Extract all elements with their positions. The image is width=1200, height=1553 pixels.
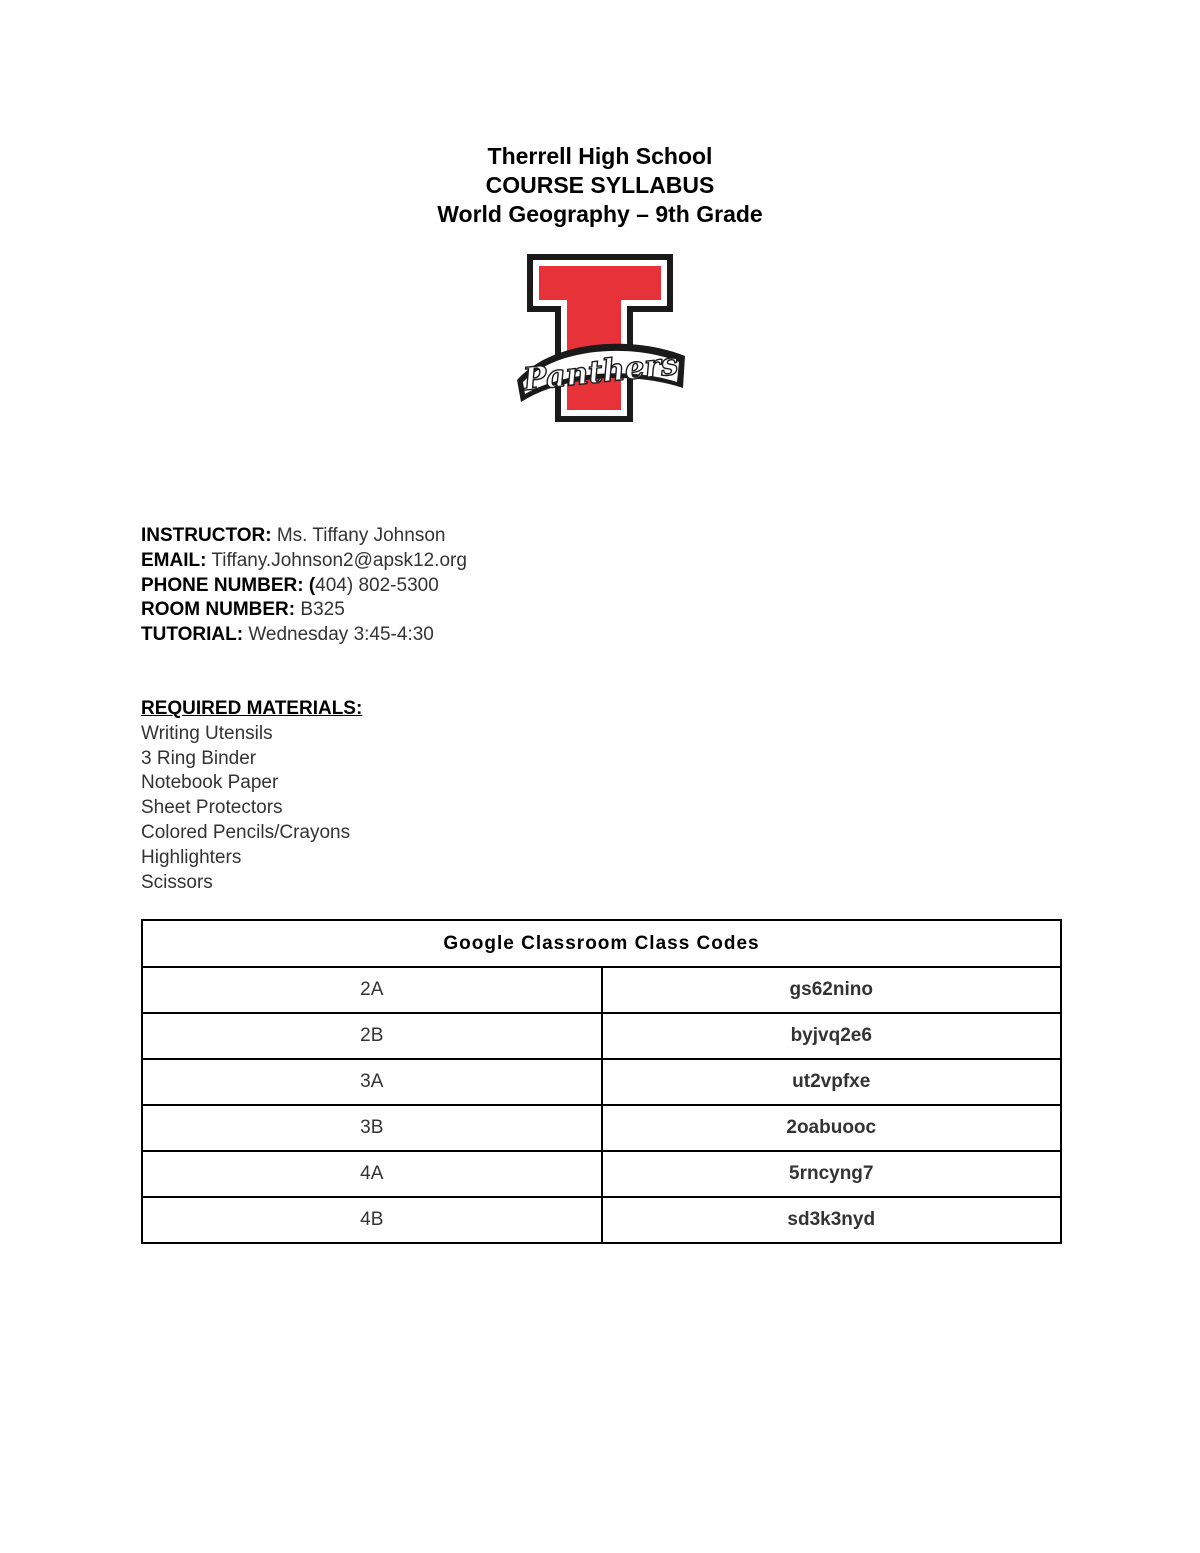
phone-line: [141, 574, 467, 599]
material-item: Notebook Paper: [141, 772, 279, 794]
contact-info: [141, 524, 467, 648]
table-row: [142, 1013, 1061, 1059]
code-cell: sd3k3nyd: [602, 1197, 1062, 1243]
table-row: [142, 1197, 1061, 1243]
section-cell: 4B: [142, 1197, 602, 1243]
instructor-value: Ms. Tiffany Johnson: [276, 525, 446, 546]
table-row: [142, 967, 1061, 1013]
room-label: ROOM NUMBER:: [141, 599, 296, 621]
instructor-label: INSTRUCTOR:: [141, 525, 272, 546]
logo-script-text: Panthers: [521, 345, 680, 399]
tutorial-line: [141, 623, 467, 648]
table-header-row: [142, 920, 1061, 967]
title-block: [0, 142, 1200, 229]
tutorial-label: TUTORIAL:: [141, 624, 244, 646]
section-cell: 2A: [142, 967, 602, 1013]
room-value: B325: [300, 599, 345, 621]
section-cell: 3A: [142, 1059, 602, 1105]
section-cell: 2B: [142, 1013, 602, 1059]
course-title: World Geography – 9th Grade: [437, 201, 763, 227]
phone-label: PHONE NUMBER: (: [141, 574, 316, 596]
material-item: Sheet Protectors: [141, 797, 283, 819]
materials-section: [141, 697, 362, 895]
school-name: Therrell High School: [487, 143, 713, 169]
code-cell: 2oabuooc: [602, 1105, 1062, 1151]
email-value[interactable]: Tiffany.Johnson2@apsk12.org: [211, 549, 467, 571]
instructor-line: [141, 524, 467, 549]
table-title: Google Classroom Class Codes: [142, 920, 1061, 967]
material-item: Writing Utensils: [141, 722, 273, 744]
tutorial-value: Wednesday 3:45-4:30: [248, 624, 434, 646]
email-line: [141, 549, 467, 574]
class-codes-table: [141, 919, 1062, 1244]
room-line: [141, 598, 467, 623]
code-cell: gs62nino: [602, 967, 1062, 1013]
phone-value: 404) 802-5300: [315, 574, 439, 596]
material-item: Colored Pencils/Crayons: [141, 821, 351, 843]
table-row: [142, 1105, 1061, 1151]
materials-heading: REQUIRED MATERIALS:: [141, 698, 363, 719]
email-label: EMAIL:: [141, 549, 207, 571]
table-row: [142, 1151, 1061, 1197]
doc-type: COURSE SYLLABUS: [485, 172, 715, 198]
panthers-logo: [515, 252, 687, 424]
table-row: [142, 1059, 1061, 1105]
code-cell: byjvq2e6: [602, 1013, 1062, 1059]
material-item: Highlighters: [141, 846, 242, 868]
material-item: Scissors: [141, 871, 213, 893]
material-item: 3 Ring Binder: [141, 747, 257, 769]
code-cell: ut2vpfxe: [602, 1059, 1062, 1105]
section-cell: 4A: [142, 1151, 602, 1197]
code-cell: 5rncyng7: [602, 1151, 1062, 1197]
section-cell: 3B: [142, 1105, 602, 1151]
